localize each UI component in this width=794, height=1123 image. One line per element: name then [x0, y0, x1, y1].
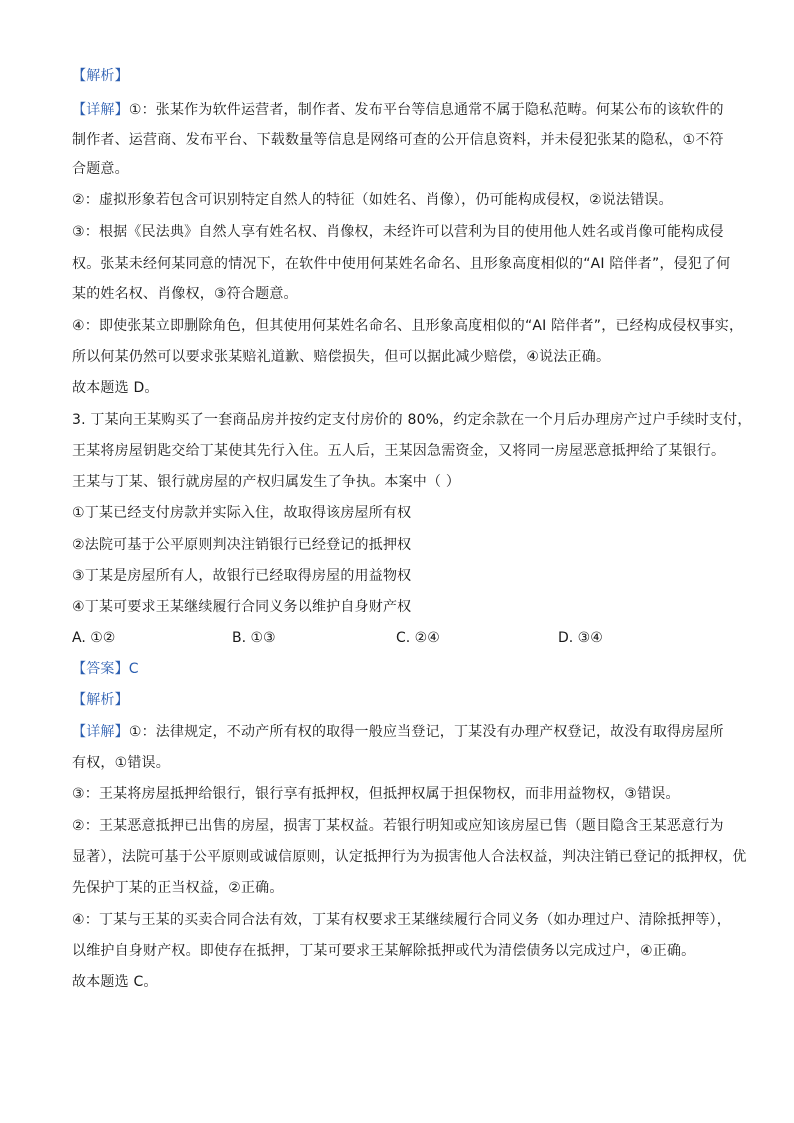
- analysis-line: [72, 722, 732, 742]
- analysis-line: 制作者、运营商、发布平台、下载数量等信息是网络可查的公开信息资料，并未侵犯张某的隐私，①不符: [72, 132, 724, 148]
- statement-item: ②法院可基于公平原则判决注销银行已经登记的抵押权: [72, 537, 412, 553]
- option-c: C. ②④: [396, 630, 440, 646]
- analysis-line: 合题意。: [72, 161, 129, 177]
- analysis-line: ④：即使张某立即删除角色，但其使用何某姓名命名、且形象高度相似的“AI 陪伴者”，已经构成侵权事实，: [72, 318, 744, 334]
- option-b: B. ①③: [232, 630, 276, 646]
- analysis-line: ②：王某恶意抵押已出售的房屋，损害丁某权益。若银行明知或应知该房屋已售（题目隐含王某恶意行为: [72, 818, 724, 834]
- analysis-text: ①：张某作为软件运营者，制作者、发布平台等信息通常不属于隐私范畴。何某公布的该软件的: [128, 102, 724, 118]
- analysis-heading: 【解析】: [72, 68, 129, 84]
- analysis-line: 某的姓名权、肖像权，③符合题意。: [72, 286, 298, 302]
- analysis-line: 以维护自身财产权。即使存在抵押，丁某可要求王某解除抵押或代为清偿债务以完成过户，④正确。: [72, 943, 696, 959]
- detail-tag: 【详解】: [72, 102, 129, 118]
- statement-item: ①丁某已经支付房款并实际入住，故取得该房屋所有权: [72, 505, 412, 521]
- answer-label: 【答案】C: [72, 661, 139, 677]
- analysis-text: ①：法律规定，不动产所有权的取得一般应当登记，丁某没有办理产权登记，故没有取得房屋所: [128, 724, 724, 740]
- analysis-line: ④：丁某与王某的买卖合同合法有效，丁某有权要求王某继续履行合同义务（如办理过户、清除抵押等），: [72, 912, 731, 928]
- analysis-line: 有权，①错误。: [72, 755, 170, 771]
- statement-item: ④丁某可要求王某继续履行合同义务以维护自身财产权: [72, 599, 412, 615]
- detail-tag: 【详解】: [72, 724, 129, 740]
- option-a: A. ①②: [72, 630, 116, 646]
- analysis-heading: 【解析】: [72, 692, 129, 708]
- analysis-line: ③：王某将房屋抵押给银行，银行享有抵押权，但抵押权属于担保物权，而非用益物权，③错误。: [72, 786, 680, 802]
- question-stem: 王某将房屋钥匙交给丁某使其先行入住。五人后，王某因急需资金，又将同一房屋恶意抵押给了某银行。: [72, 443, 726, 459]
- analysis-line: 显著），法院可基于公平原则或诚信原则，认定抵押行为为损害他人合法权益，判决注销已登记的抵押权，优: [72, 849, 747, 865]
- analysis-line: 故本题选 C。: [72, 974, 158, 990]
- analysis-line: 所以何某仍然可以要求张某赔礼道歉、赔偿损失，但可以据此减少赔偿，④说法正确。: [72, 349, 611, 365]
- analysis-line: [72, 100, 732, 120]
- question-stem: 王某与丁某、银行就房屋的产权归属发生了争执。本案中（ ）: [72, 474, 461, 490]
- analysis-line: 故本题选 D。: [72, 380, 159, 396]
- analysis-line: ②：虚拟形象若包含可识别特定自然人的特征（如姓名、肖像），仍可能构成侵权，②说法错误。: [72, 192, 673, 208]
- option-d: D. ③④: [558, 630, 603, 646]
- statement-item: ③丁某是房屋所有人，故银行已经取得房屋的用益物权: [72, 568, 412, 584]
- analysis-line: 先保护丁某的正当权益，②正确。: [72, 880, 284, 896]
- analysis-line: 权。张某未经何某同意的情况下，在软件中使用何某姓名命名、且形象高度相似的“AI 陪伴者”，侵犯了何: [72, 256, 731, 272]
- analysis-line: ③：根据《民法典》自然人享有姓名权、肖像权，未经许可以营利为目的使用他人姓名或肖像可能构成侵: [72, 224, 724, 240]
- question-stem: 3. 丁某向王某购买了一套商品房并按约定支付房价的 80%，约定余款在一个月后办理房产过户手续时支付，: [72, 412, 752, 428]
